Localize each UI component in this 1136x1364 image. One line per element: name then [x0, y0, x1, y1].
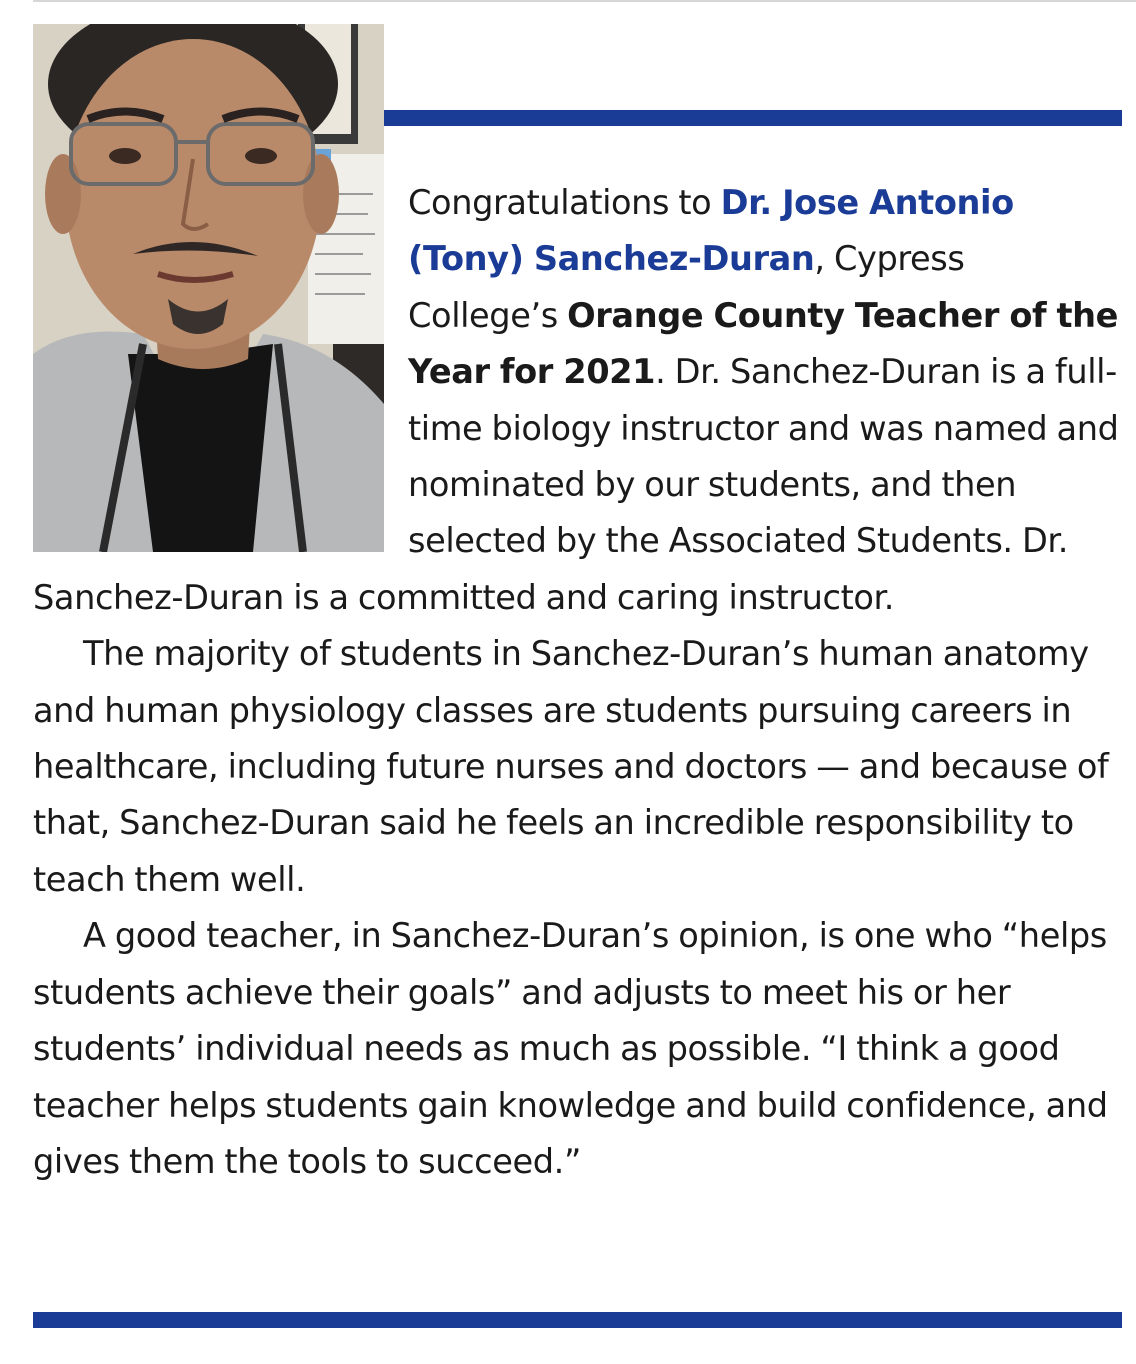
intro-text: Congratulations to	[408, 183, 721, 222]
top-divider	[33, 0, 1136, 2]
paragraph-2: The majority of students in Sanchez-Duran’s human anatomy and human physiology classes are students pursuing careers in healthcare, including future nurses and doctors — and because of that, Sanchez-Duran said he feels an incredible responsibility to teach them well.	[33, 634, 1109, 899]
accent-bar-bottom	[33, 1312, 1122, 1328]
intro-mid-text: , Cypress College’s	[408, 239, 965, 335]
honoree-name: Dr. Jose Antonio (Tony) Sanchez-Duran	[408, 183, 1014, 279]
accent-bar-top	[384, 110, 1122, 126]
paragraph-3: A good teacher, in Sanchez-Duran’s opinion, is one who “helps students achieve their goals” and adjusts to meet his or her students’ individual needs as much as possible. “I think a good teacher helps students gain knowledge and build confidence, and gives them the tools to succeed.”	[33, 916, 1108, 1181]
article-body	[33, 175, 1123, 1190]
award-title: Orange County Teacher of the Year for 2021	[408, 295, 1119, 392]
paragraph-1-rest: . Dr. Sanchez-Duran is a full-time biology instructor and was named and nominated by our students, and then selected by the Associated Students. Dr. Sanchez-Duran is a committed and caring instructor.	[33, 352, 1119, 617]
photo-wrap-spacer	[33, 175, 408, 560]
